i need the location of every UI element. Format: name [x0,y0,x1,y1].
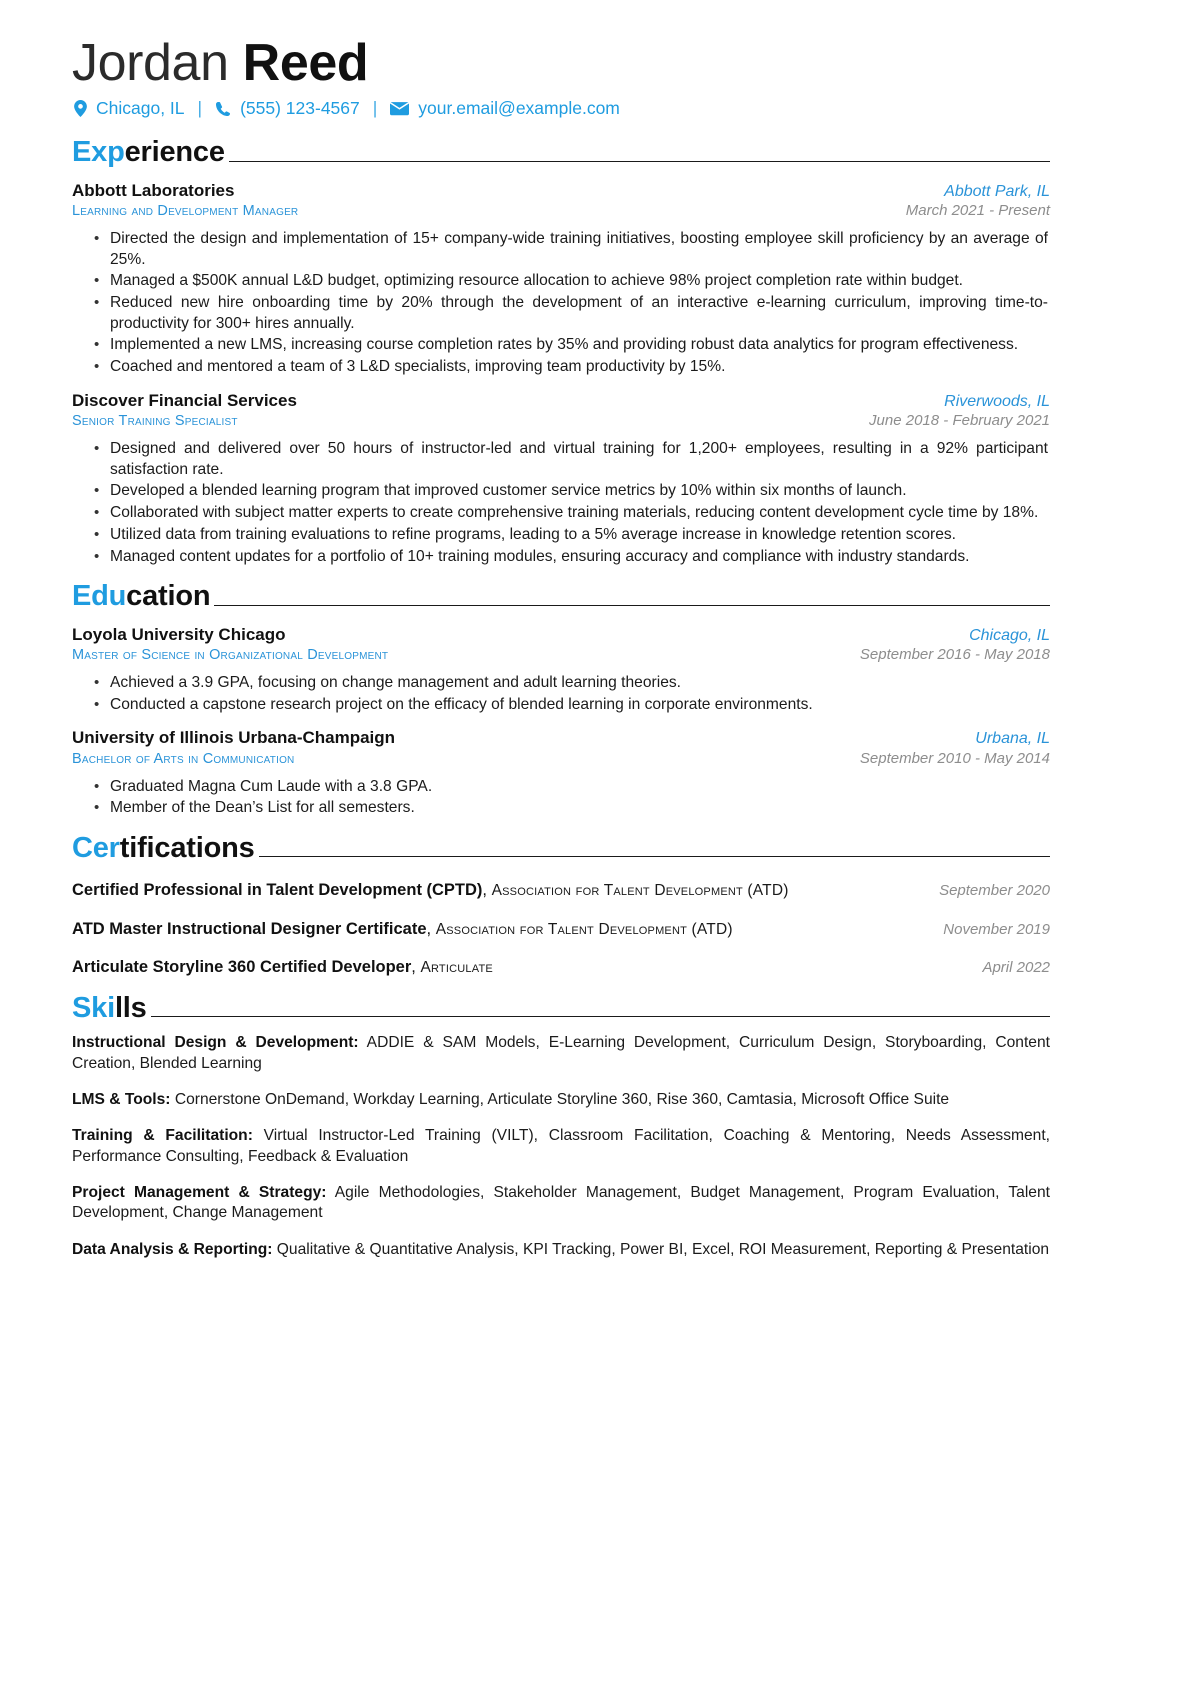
section-title-accent: Edu [72,580,127,613]
certification-issuer: Association for Talent Development (ATD) [435,920,733,938]
contact-separator-1: | [197,98,203,119]
skill-category-value: Qualitative & Quantitative Analysis, KPI Tracking, Power BI, Excel, ROI Measurement, Reporting & Presentation [276,1240,1050,1258]
list-item: • Utilized data from training evaluations to refine programs, leading to a 5% average increase in knowledge retention scores. [110,525,1050,546]
section-rule [214,605,1050,606]
list-item: • Directed the design and implementation of 15+ company-wide training initiatives, boosting employee skill proficiency by an average of 25%. [110,229,1050,270]
list-item: • Conducted a capstone research project on the efficacy of blended learning in corporate environments. [110,695,1050,716]
section-title-education [72,581,210,611]
list-item: • Graduated Magna Cum Laude with a 3.8 GPA. [110,777,1050,798]
entry-subheader [72,202,1050,221]
certification-issuer: Articulate [420,959,493,977]
employment-dates: June 2018 - February 2021 [869,412,1050,430]
entry-subheader [72,412,1050,431]
email-text: your.email@example.com [418,98,620,119]
skill-group [72,1126,1050,1167]
certification-item [72,880,1050,901]
section-title-accent: Cer [72,831,120,864]
school-location: Urbana, IL [975,730,1050,748]
list-item: • Collaborated with subject matter experts to create comprehensive training materials, reducing content development cycle time by 18%. [110,503,1050,524]
section-title-experience [72,137,225,167]
employer-name: Discover Financial Services [72,390,297,410]
skill-category-value: Cornerstone OnDemand, Workday Learning, Articulate Storyline 360, Rise 360, Camtasia, Microsoft Office Suite [174,1090,950,1108]
section-heading-experience [72,137,1050,167]
certification-main: Certified Professional in Talent Development (CPTD), Association for Talent Development (ATD) [72,881,789,900]
section-heading-skills [72,993,1050,1023]
candidate-name [72,34,1050,92]
contact-email [390,98,620,119]
section-certifications [72,833,1050,979]
skill-category-label: Instructional Design & Development: [72,1034,359,1052]
entry-header [72,624,1050,645]
entry-header [72,180,1050,201]
experience-entry [72,390,1050,568]
contact-bar [74,98,1050,119]
skill-category-value: ADDIE & SAM Models, E-Learning Development, Curriculum Design, Storyboarding, Content Creation, Blended Learning [72,1034,1050,1072]
education-dates: September 2016 - May 2018 [859,646,1050,664]
certification-name: Articulate Storyline 360 Certified Developer [72,958,412,977]
skill-group [72,1090,1050,1111]
section-title-rest: tifications [119,831,255,864]
section-title-certifications [72,833,255,863]
education-dates: September 2010 - May 2014 [859,749,1050,767]
last-name: Reed [242,34,369,92]
section-heading-education [72,581,1050,611]
section-rule [259,856,1050,857]
list-item: • Managed content updates for a portfolio of 10+ training modules, ensuring accuracy and compliance with industry standards. [110,547,1050,568]
section-title-rest: lls [114,991,147,1024]
skill-group [72,1240,1050,1261]
phone-text: (555) 123-4567 [240,98,360,119]
list-item: • Managed a $500K annual L&D budget, optimizing resource allocation to achieve 98% project completion rate within budget. [110,271,1050,292]
education-detail-list [72,777,1050,819]
certification-item [72,919,1050,940]
section-rule [151,1016,1050,1017]
employer-location: Riverwoods, IL [944,392,1050,410]
skill-category-value: Virtual Instructor-Led Training (VILT), Classroom Facilitation, Coaching & Mentoring, Needs Assessment, Performance Consulting, Feedback & Evaluation [72,1127,1050,1165]
school-name: University of Illinois Urbana-Champaign [72,728,396,748]
resume-header [72,34,1050,119]
school-location: Chicago, IL [969,626,1050,644]
contact-separator-2: | [372,98,378,119]
school-name: Loyola University Chicago [72,624,286,644]
skill-category-label: Training & Facilitation: [72,1127,253,1145]
certification-name: ATD Master Instructional Designer Certificate [72,919,427,938]
certification-date: September 2020 [939,882,1050,900]
employer-location: Abbott Park, IL [944,182,1050,200]
education-entry [72,624,1050,716]
skill-category-label: LMS & Tools: [72,1090,171,1108]
map-pin-icon [74,100,87,117]
list-item: • Achieved a 3.9 GPA, focusing on change management and adult learning theories. [110,673,1050,694]
skill-category-label: Project Management & Strategy: [72,1183,327,1201]
education-detail-list [72,673,1050,715]
entry-subheader [72,646,1050,665]
certification-item [72,957,1050,978]
list-item: • Implemented a new LMS, increasing course completion rates by 35% and providing robust data analytics for program effectiveness. [110,335,1050,356]
list-item: • Coached and mentored a team of 3 L&D specialists, improving team productivity by 15%. [110,357,1050,378]
skill-category-value: Agile Methodologies, Stakeholder Management, Budget Management, Program Evaluation, Talent Development, Change Management [72,1183,1050,1222]
contact-phone [215,98,360,119]
entry-subheader [72,750,1050,769]
section-heading-certifications [72,833,1050,863]
section-title-skills [72,993,147,1023]
job-title: Senior Training Specialist [72,413,238,430]
skill-category-label: Data Analysis & Reporting: [72,1240,273,1258]
skill-group [72,1033,1050,1074]
employment-dates: March 2021 - Present [905,201,1050,219]
section-education [72,581,1050,819]
contact-location [74,98,185,119]
location-text: Chicago, IL [96,98,185,119]
responsibility-list [72,229,1050,378]
first-name: Jordan [72,34,229,92]
degree-title: Bachelor of Arts in Communication [72,750,295,767]
certification-date: April 2022 [982,959,1050,977]
list-item: • Developed a blended learning program that improved customer service metrics by 10% within six months of launch. [110,481,1050,502]
section-title-rest: cation [126,580,211,613]
phone-icon [215,101,231,117]
certification-issuer: Association for Talent Development (ATD) [491,882,789,900]
certification-name: Certified Professional in Talent Development (CPTD) [72,881,483,900]
section-title-accent: Ski [72,991,115,1024]
section-title-accent: Exp [72,136,125,169]
entry-header [72,727,1050,748]
certification-main: Articulate Storyline 360 Certified Developer, Articulate [72,958,493,977]
section-title-rest: erience [124,136,225,169]
job-title: Learning and Development Manager [72,202,299,219]
list-item: • Reduced new hire onboarding time by 20% through the development of an interactive e-learning curriculum, improving time-to-productivity for 300+ hires annually. [110,293,1050,334]
education-entry [72,727,1050,819]
entry-header [72,390,1050,411]
section-rule [229,161,1050,162]
employer-name: Abbott Laboratories [72,180,235,200]
section-experience [72,137,1050,567]
section-skills [72,993,1050,1260]
list-item: • Member of the Dean’s List for all semesters. [110,798,1050,819]
certification-main: ATD Master Instructional Designer Certificate, Association for Talent Development (ATD) [72,919,733,938]
experience-entry [72,180,1050,378]
skill-group [72,1183,1050,1224]
list-item: • Designed and delivered over 50 hours of instructor-led and virtual training for 1,200+ employees, resulting in a 92% participant satisfaction rate. [110,439,1050,480]
responsibility-list [72,439,1050,567]
envelope-icon [390,102,409,116]
degree-title: Master of Science in Organizational Development [72,647,389,664]
certification-date: November 2019 [943,920,1050,938]
